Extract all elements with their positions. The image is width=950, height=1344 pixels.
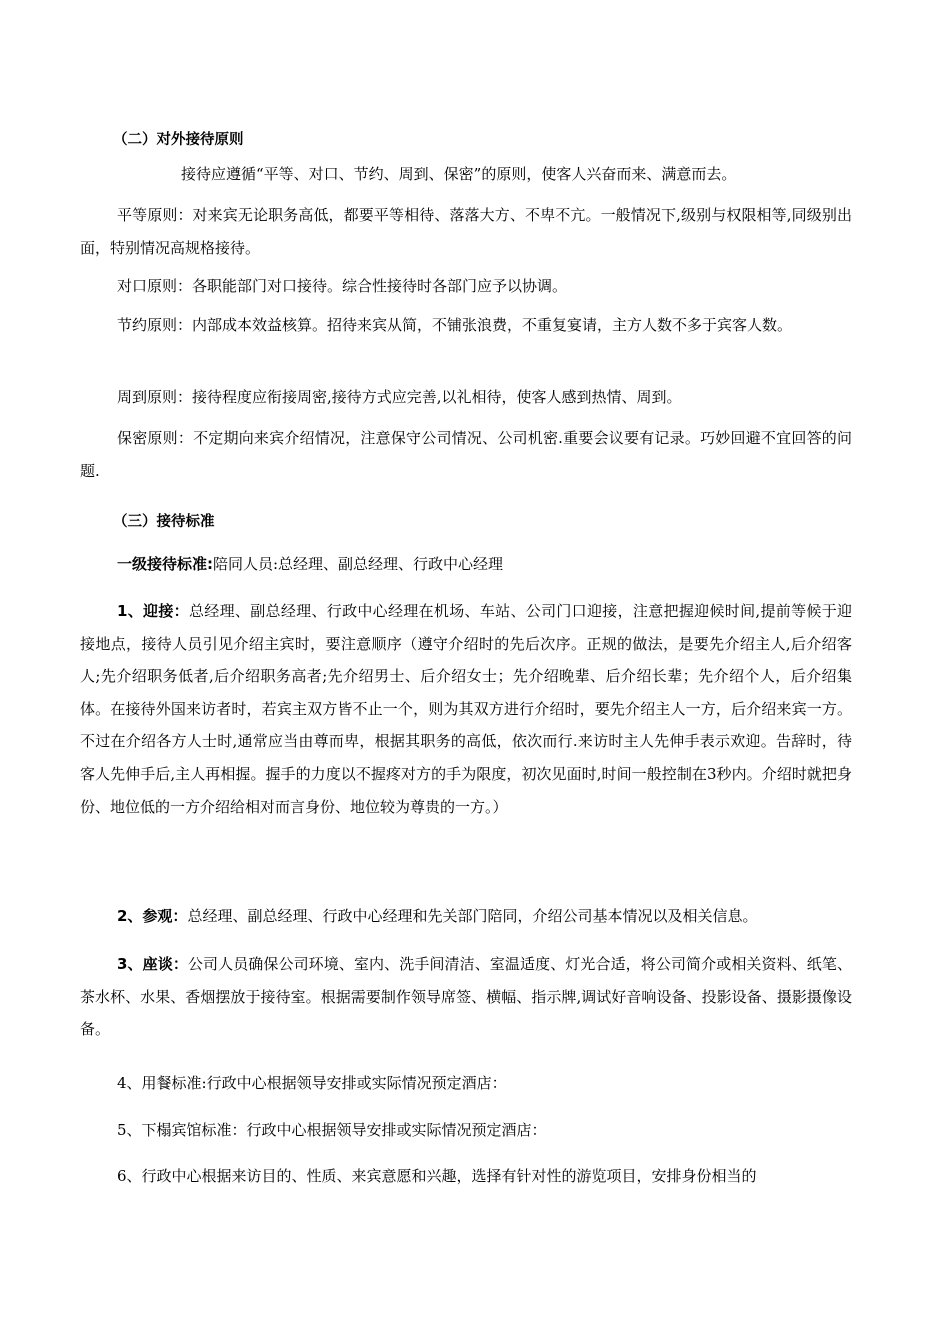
- principle-thrift: 节约原则：内部成本效益核算。招待来宾从简，不铺张浪费，不重复宴请，主方人数不多于宾客人数。: [117, 316, 793, 334]
- item-reception: [80, 595, 852, 823]
- item-dining: 4、用餐标准:行政中心根据领导安排或实际情况预定酒店：: [117, 1074, 507, 1092]
- item-reception-text: 总经理、副总经理、行政中心经理在机场、车站、公司门口迎接，注意把握迎候时间,提前等候于迎接地点，接待人员引见介绍主宾时，要注意顺序（遵守介绍时的先后次序。正规的做法，是要先介绍主人,后介绍客人;先介绍职务低者,后介绍职务高者;先介绍男士、后介绍女士；先介绍晚辈、后介绍长辈；先介绍个人，后介绍集体。在接待外国来访者时，若宾主双方皆不止一个，则为其双方进行介绍时，要先介绍主人一方，后介绍来宾一方。不过在介绍各方人士时,通常应当由尊而卑，根据其职务的高低，依次而行.来访时主人先伸手表示欢迎。告辞时，待客人先伸手后,主人再相握。握手的力度以不握疼对方的手为限度，初次见面时,时间一般控制在3秒内。介绍时就把身份、地位低的一方介绍给相对而言身份、地位较为尊贵的一方。）: [80, 602, 852, 816]
- principle-confidentiality: 保密原则：不定期向来宾介绍情况，注意保守公司情况、公司机密.重要会议要有记录。巧妙回避不宜回答的问题.: [80, 429, 852, 480]
- item-sightseeing: 6、行政中心根据来访目的、性质、来宾意愿和兴趣，选择有针对性的游览项目，安排身份相当的: [117, 1167, 757, 1185]
- item-meeting: [80, 948, 852, 1046]
- level-one-text: 陪同人员:总经理、副总经理、行政中心经理: [213, 555, 504, 573]
- item-reception-label: 1、迎接：: [117, 602, 189, 620]
- item-visit-text: 总经理、副总经理、行政中心经理和先关部门陪同，介绍公司基本情况以及相关信息。: [187, 907, 758, 925]
- item-visit: [80, 900, 852, 933]
- item-visit-label: 2、参观：: [117, 907, 188, 925]
- principle-counterpart: 对口原则：各职能部门对口接待。综合性接待时各部门应予以协调。: [117, 277, 568, 295]
- section-two-intro: 接待应遵循“平等、对口、节约、周到、保密”的原则，使客人兴奋而来、满意而去。: [181, 165, 737, 183]
- principle-thoroughness: 周到原则：接待程度应衔接周密,接待方式应完善,以礼相待，使客人感到热情、周到。: [117, 388, 682, 406]
- section-three-heading: （三）接待标准: [113, 514, 215, 530]
- level-one-standard: [80, 548, 852, 581]
- level-one-label: 一级接待标准:: [117, 555, 213, 573]
- item-hotel: 5、下榻宾馆标准：行政中心根据领导安排或实际情况预定酒店：: [117, 1121, 547, 1139]
- principle-equality: 平等原则：对来宾无论职务高低，都要平等相待、落落大方、不卑不亢。一般情况下,级别与权限相等,同级别出面，特别情况高规格接待。: [80, 206, 852, 257]
- item-meeting-label: 3、座谈：: [117, 955, 188, 973]
- item-meeting-text: 公司人员确保公司环境、室内、洗手间清洁、室温适度、灯光合适，将公司简介或相关资料、纸笔、茶水杯、水果、香烟摆放于接待室。根据需要制作领导席签、横幅、指示牌,调试好音响设备、投影设备、摄影摄像设备。: [80, 955, 852, 1039]
- section-two-heading: （二）对外接待原则: [113, 132, 244, 148]
